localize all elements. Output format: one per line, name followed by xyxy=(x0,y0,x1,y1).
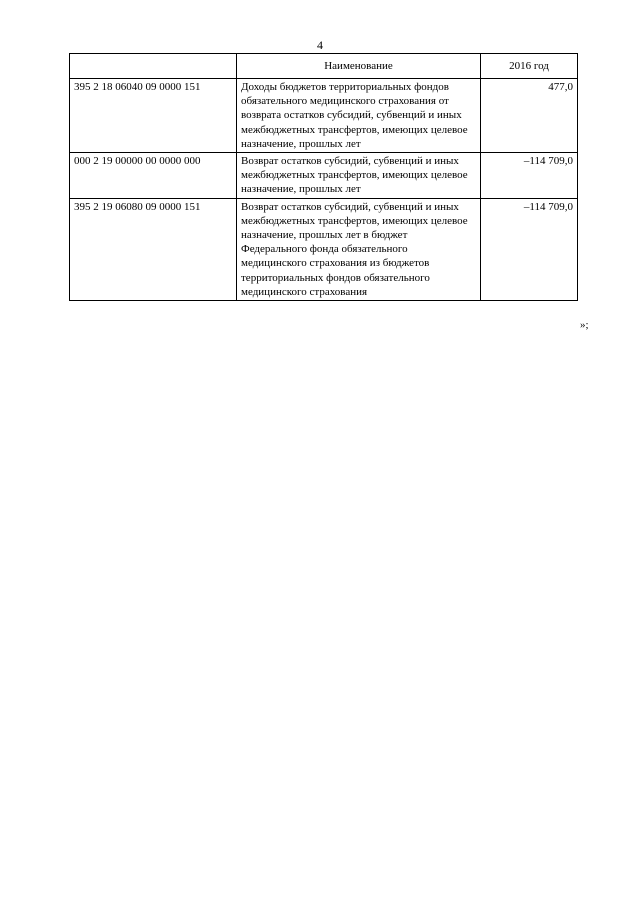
table-row xyxy=(70,153,578,199)
table-row xyxy=(70,198,578,300)
budget-table xyxy=(69,53,578,301)
row-value: –114 709,0 xyxy=(481,153,578,199)
row-value: –114 709,0 xyxy=(481,198,578,300)
row-code: 395 2 18 06040 09 0000 151 xyxy=(70,79,237,153)
header-code xyxy=(70,54,237,79)
table-header-row xyxy=(70,54,578,79)
row-code: 395 2 19 06080 09 0000 151 xyxy=(70,198,237,300)
page-number: 4 xyxy=(317,38,323,52)
closing-quote-mark: »; xyxy=(580,319,589,331)
table-row xyxy=(70,79,578,153)
row-name: Возврат остатков субсидий, субвенций и иных межбюджетных трансфертов, имеющих целевое назначение, прошлых лет в бюджет Федерального фонда обязательного медицинского страхования из бюджетов территориальных фондов обязательного медицинского страхования xyxy=(237,198,481,300)
row-name: Возврат остатков субсидий, субвенций и иных межбюджетных трансфертов, имеющих целевое назначение, прошлых лет xyxy=(237,153,481,199)
header-year: 2016 год xyxy=(481,54,578,79)
row-code: 000 2 19 00000 00 0000 000 xyxy=(70,153,237,199)
row-value: 477,0 xyxy=(481,79,578,153)
row-name: Доходы бюджетов территориальных фондов обязательного медицинского страхования от возврата остатков субсидий, субвенций и иных межбюджетных трансфертов, имеющих целевое назначение, прошлых лет xyxy=(237,79,481,153)
header-name: Наименование xyxy=(237,54,481,79)
